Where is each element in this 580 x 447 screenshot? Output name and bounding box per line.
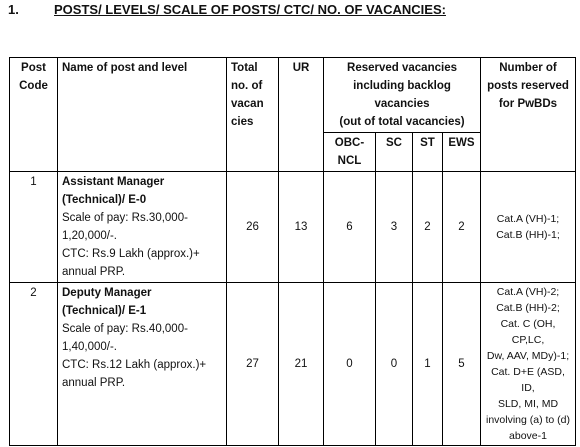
obc-cell: 6	[324, 172, 376, 283]
header-row-1	[10, 58, 576, 133]
header-post-name: Name of post and level	[58, 58, 227, 172]
header-sc: SC	[376, 133, 413, 172]
total-cell: 26	[227, 172, 279, 283]
pay-scale-line: Scale of pay: Rs.40,000-	[62, 323, 188, 335]
table-row	[10, 283, 576, 446]
total-cell: 27	[227, 283, 279, 446]
pwbd-cell: Cat.A (VH)-2; Cat.B (HH)-2; Cat. C (OH, CP,LC, Dw, AAV, MDy)-1; Cat. D+E (ASD, ID, SLD, MI, MD involving (a) to (d) above-1	[481, 283, 576, 446]
post-title-line: Deputy Manager	[62, 287, 152, 299]
table-row	[10, 172, 576, 283]
post-name-cell	[58, 283, 227, 446]
post-level-line: (Technical)/ E-0	[62, 194, 147, 206]
header-ews: EWS	[443, 133, 481, 172]
section-number: 1.	[8, 2, 19, 17]
post-code-cell: 2	[10, 283, 58, 446]
header-ur: UR	[279, 58, 324, 172]
ctc-line: annual PRP.	[62, 377, 126, 389]
header-post-code: Post Code	[10, 58, 58, 172]
ur-cell: 13	[279, 172, 324, 283]
header-reserved-vacancies: Reserved vacancies including backlog vacancies (out of total vacancies)	[324, 58, 481, 133]
vacancies-table	[9, 57, 576, 446]
st-cell: 1	[413, 283, 443, 446]
post-name-cell	[58, 172, 227, 283]
post-title-line: Assistant Manager	[62, 176, 165, 188]
obc-cell: 0	[324, 283, 376, 446]
header-pwbd: Number of posts reserved for PwBDs	[481, 58, 576, 172]
header-total-vacancies: Total no. of vacan cies	[227, 58, 279, 172]
sc-cell: 3	[376, 172, 413, 283]
post-level-line: (Technical)/ E-1	[62, 305, 147, 317]
sc-cell: 0	[376, 283, 413, 446]
ur-cell: 21	[279, 283, 324, 446]
pay-scale-line: Scale of pay: Rs.30,000-	[62, 212, 188, 224]
ews-cell: 5	[443, 283, 481, 446]
ews-cell: 2	[443, 172, 481, 283]
section-title: POSTS/ LEVELS/ SCALE OF POSTS/ CTC/ NO. OF VACANCIES:	[54, 2, 446, 17]
header-st: ST	[413, 133, 443, 172]
ctc-line: CTC: Rs.9 Lakh (approx.)+	[62, 248, 200, 260]
pwbd-cell: Cat.A (VH)-1; Cat.B (HH)-1;	[481, 172, 576, 283]
section-heading	[8, 2, 446, 17]
pay-scale-line: 1,40,000/-.	[62, 341, 117, 353]
ctc-line: CTC: Rs.12 Lakh (approx.)+	[62, 359, 207, 371]
header-obc-ncl: OBC- NCL	[324, 133, 376, 172]
post-code-cell: 1	[10, 172, 58, 283]
st-cell: 2	[413, 172, 443, 283]
pay-scale-line: 1,20,000/-.	[62, 230, 117, 242]
ctc-line: annual PRP.	[62, 266, 126, 278]
